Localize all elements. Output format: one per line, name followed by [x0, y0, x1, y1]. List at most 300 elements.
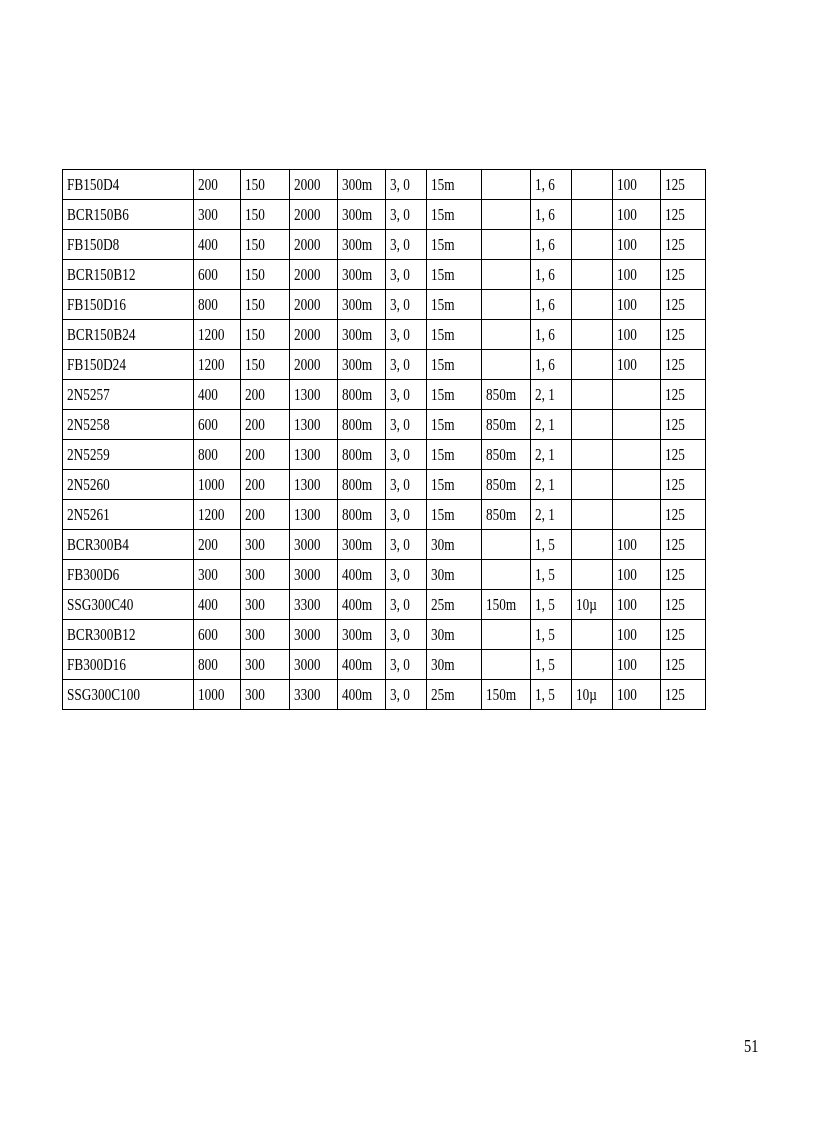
table-cell [386, 290, 427, 320]
table-cell [63, 620, 194, 650]
table-cell-text: 200 [245, 385, 265, 404]
table-cell [386, 560, 427, 590]
table-cell [482, 320, 531, 350]
table-cell [386, 320, 427, 350]
table-cell-text: 850m [486, 445, 517, 464]
table-cell-text: 3, 0 [390, 265, 410, 284]
table-cell [661, 350, 706, 380]
table-cell [290, 320, 338, 350]
table-cell [427, 380, 482, 410]
table-cell [386, 620, 427, 650]
table-cell-text: 1, 6 [535, 265, 555, 284]
table-cell-text: 300m [342, 265, 373, 284]
table-cell [338, 350, 386, 380]
table-cell-text: BCR150B24 [67, 325, 136, 344]
table-cell [531, 230, 572, 260]
table-cell [531, 590, 572, 620]
table-cell [290, 680, 338, 710]
table-cell [427, 230, 482, 260]
table-cell [63, 380, 194, 410]
table-cell-text: 100 [617, 175, 637, 194]
table-cell [427, 290, 482, 320]
table-cell [482, 230, 531, 260]
table-cell-text: 400m [342, 565, 373, 584]
table-cell [338, 530, 386, 560]
table-cell [661, 380, 706, 410]
table-row [63, 320, 706, 350]
table-cell [531, 350, 572, 380]
table-cell-text: 2, 1 [535, 385, 555, 404]
table-cell-text: 100 [617, 535, 637, 554]
table-cell-text: 200 [245, 505, 265, 524]
table-cell-text: 150 [245, 295, 265, 314]
table-cell-text: 30m [431, 625, 455, 644]
table-cell [482, 500, 531, 530]
table-cell [290, 200, 338, 230]
table-cell-text: 2, 1 [535, 505, 555, 524]
table-cell-text: 850m [486, 415, 517, 434]
table-cell-text: 3, 0 [390, 625, 410, 644]
table-cell-text: 200 [198, 535, 218, 554]
table-cell-text: 100 [617, 565, 637, 584]
table-cell [482, 590, 531, 620]
table-cell [613, 440, 661, 470]
table-cell-text: 2N5257 [67, 385, 110, 404]
table-cell-text: 3, 0 [390, 385, 410, 404]
table-cell-text: 1000 [198, 475, 225, 494]
table-cell-text: 150m [486, 685, 517, 704]
table-cell-text: 125 [665, 205, 685, 224]
table-cell [386, 350, 427, 380]
table-cell [241, 380, 290, 410]
table-cell [531, 620, 572, 650]
table-cell [386, 680, 427, 710]
table-cell-text: 15m [431, 385, 455, 404]
table-cell [572, 290, 613, 320]
table-cell-text: 1300 [294, 415, 321, 434]
table-cell-text: 2000 [294, 265, 321, 284]
table-cell-text: 100 [617, 205, 637, 224]
table-cell [241, 560, 290, 590]
table-cell [241, 410, 290, 440]
table-cell [613, 680, 661, 710]
table-cell-text: 100 [617, 295, 637, 314]
table-cell [531, 380, 572, 410]
table-cell [386, 260, 427, 290]
table-cell [241, 170, 290, 200]
table-cell [572, 500, 613, 530]
table-cell-text: 3, 0 [390, 355, 410, 374]
table-cell [194, 320, 241, 350]
table-cell-text: 3, 0 [390, 535, 410, 554]
table-cell [386, 440, 427, 470]
table-cell [531, 410, 572, 440]
table-cell [613, 290, 661, 320]
table-cell [661, 170, 706, 200]
table-cell-text: 1300 [294, 505, 321, 524]
table-cell-text: 100 [617, 265, 637, 284]
table-row [63, 530, 706, 560]
table-cell-text: 2N5258 [67, 415, 110, 434]
table-cell [613, 350, 661, 380]
table-cell-text: 125 [665, 565, 685, 584]
table-cell [661, 530, 706, 560]
table-cell [338, 230, 386, 260]
table-cell [482, 650, 531, 680]
table-cell-text: 300m [342, 355, 373, 374]
table-cell-text: 3, 0 [390, 445, 410, 464]
table-cell [386, 200, 427, 230]
table-cell-text: 300 [245, 625, 265, 644]
table-cell-text: 1, 6 [535, 355, 555, 374]
table-cell [63, 200, 194, 230]
table-cell [290, 530, 338, 560]
table-cell-text: 3, 0 [390, 595, 410, 614]
table-cell [613, 620, 661, 650]
table-cell-text: 1, 5 [535, 655, 555, 674]
table-cell [531, 170, 572, 200]
table-cell-text: 125 [665, 385, 685, 404]
table-cell [290, 170, 338, 200]
table-cell [613, 590, 661, 620]
table-cell-text: 800m [342, 415, 373, 434]
table-cell [194, 260, 241, 290]
table-cell [338, 380, 386, 410]
table-cell-text: 1000 [198, 685, 225, 704]
table-cell [482, 530, 531, 560]
table-cell-text: 15m [431, 505, 455, 524]
table-cell [613, 230, 661, 260]
table-cell-text: 125 [665, 265, 685, 284]
table-cell [194, 530, 241, 560]
table-cell-text: 3000 [294, 655, 321, 674]
table-cell [661, 560, 706, 590]
table-cell-text: 850m [486, 475, 517, 494]
table-cell-text: 850m [486, 385, 517, 404]
table-cell-text: 100 [617, 655, 637, 674]
table-cell-text: 15m [431, 415, 455, 434]
table-cell [613, 560, 661, 590]
table-cell [386, 500, 427, 530]
table-cell-text: 2, 1 [535, 415, 555, 434]
table-cell [613, 650, 661, 680]
table-cell [531, 290, 572, 320]
table-cell-text: 10µ [576, 595, 597, 614]
table-cell [386, 470, 427, 500]
table-cell-text: 100 [617, 625, 637, 644]
table-cell-text: 125 [665, 685, 685, 704]
table-cell [572, 650, 613, 680]
table-cell-text: 2, 1 [535, 445, 555, 464]
table-cell [386, 410, 427, 440]
table-cell-text: 800m [342, 385, 373, 404]
table-cell-text: 15m [431, 235, 455, 254]
table-cell [572, 680, 613, 710]
table-cell [427, 680, 482, 710]
table-cell-text: FB300D16 [67, 655, 126, 674]
table-cell [531, 320, 572, 350]
table-cell-text: 150m [486, 595, 517, 614]
table-cell [63, 290, 194, 320]
table-cell-text: 200 [245, 415, 265, 434]
table-cell-text: 15m [431, 445, 455, 464]
table-cell [482, 620, 531, 650]
table-cell [661, 410, 706, 440]
table-cell [572, 590, 613, 620]
table-cell [63, 440, 194, 470]
table-cell-text: 800m [342, 475, 373, 494]
table-cell-text: 3, 0 [390, 415, 410, 434]
table-cell [427, 170, 482, 200]
table-cell [241, 350, 290, 380]
table-cell [194, 350, 241, 380]
table-cell [194, 230, 241, 260]
table-cell [290, 590, 338, 620]
table-cell [661, 470, 706, 500]
table-cell [63, 650, 194, 680]
table-cell [613, 260, 661, 290]
table-cell-text: 125 [665, 595, 685, 614]
table-cell-text: 3, 0 [390, 655, 410, 674]
table-cell [290, 290, 338, 320]
table-cell [482, 680, 531, 710]
table-cell [427, 260, 482, 290]
table-cell-text: 125 [665, 415, 685, 434]
table-cell-text: 600 [198, 265, 218, 284]
table-cell [338, 650, 386, 680]
table-cell-text: 2N5261 [67, 505, 110, 524]
table-cell [427, 620, 482, 650]
table-cell [290, 500, 338, 530]
table-cell-text: 300m [342, 235, 373, 254]
table-row [63, 680, 706, 710]
table-cell [482, 170, 531, 200]
table-cell-text: 400m [342, 595, 373, 614]
table-cell [572, 620, 613, 650]
table-cell-text: 3000 [294, 625, 321, 644]
table-row [63, 170, 706, 200]
table-cell-text: 3, 0 [390, 685, 410, 704]
table-cell-text: 300m [342, 625, 373, 644]
table-cell [241, 530, 290, 560]
table-cell [194, 500, 241, 530]
table-cell-text: 25m [431, 685, 455, 704]
table-cell-text: 150 [245, 325, 265, 344]
table-cell [482, 470, 531, 500]
table-cell-text: 850m [486, 505, 517, 524]
table-cell-text: 15m [431, 265, 455, 284]
table-cell-text: 3, 0 [390, 175, 410, 194]
table-cell-text: 100 [617, 355, 637, 374]
table-cell-text: 1, 6 [535, 235, 555, 254]
table-cell-text: 1, 6 [535, 325, 555, 344]
table-cell [290, 350, 338, 380]
table-cell-text: 125 [665, 325, 685, 344]
spec-table [62, 169, 706, 710]
table-cell [338, 260, 386, 290]
table-cell [427, 410, 482, 440]
table-cell-text: SSG300C40 [67, 595, 134, 614]
table-cell [427, 350, 482, 380]
table-cell [63, 350, 194, 380]
table-cell-text: 100 [617, 325, 637, 344]
table-cell-text: 400m [342, 685, 373, 704]
table-row [63, 620, 706, 650]
table-cell [613, 530, 661, 560]
table-cell-text: 15m [431, 475, 455, 494]
table-cell [63, 470, 194, 500]
table-cell [482, 290, 531, 320]
table-cell [241, 680, 290, 710]
table-cell [194, 620, 241, 650]
table-cell [241, 230, 290, 260]
table-cell [241, 470, 290, 500]
table-cell [427, 320, 482, 350]
table-cell-text: BCR150B6 [67, 205, 129, 224]
table-cell [290, 440, 338, 470]
table-cell-text: FB150D4 [67, 175, 120, 194]
table-cell [194, 200, 241, 230]
table-cell [427, 200, 482, 230]
table-cell [572, 530, 613, 560]
table-cell-text: 1, 6 [535, 295, 555, 314]
table-cell [482, 260, 531, 290]
table-cell-text: 125 [665, 295, 685, 314]
table-cell [661, 230, 706, 260]
table-cell-text: 125 [665, 655, 685, 674]
table-body [63, 170, 706, 710]
table-cell-text: 30m [431, 655, 455, 674]
table-cell [427, 560, 482, 590]
table-cell-text: 1, 5 [535, 625, 555, 644]
table-cell-text: 300 [245, 685, 265, 704]
table-cell [661, 680, 706, 710]
table-cell [241, 650, 290, 680]
table-cell-text: 2N5260 [67, 475, 110, 494]
table-cell [386, 170, 427, 200]
table-cell-text: 400m [342, 655, 373, 674]
table-cell-text: 300m [342, 295, 373, 314]
table-cell [63, 590, 194, 620]
table-cell [63, 260, 194, 290]
table-cell [338, 470, 386, 500]
table-cell [338, 560, 386, 590]
table-cell-text: 150 [245, 205, 265, 224]
table-cell-text: 2N5259 [67, 445, 110, 464]
table-cell [63, 230, 194, 260]
table-cell-text: 300m [342, 535, 373, 554]
table-cell-text: 300 [245, 595, 265, 614]
table-cell-text: 300m [342, 175, 373, 194]
table-cell-text: 3, 0 [390, 475, 410, 494]
table-cell [194, 650, 241, 680]
table-row [63, 500, 706, 530]
table-cell [386, 530, 427, 560]
table-cell-text: 15m [431, 175, 455, 194]
table-row [63, 260, 706, 290]
table-cell-text: 100 [617, 595, 637, 614]
table-cell-text: 800m [342, 445, 373, 464]
table-cell-text: 3, 0 [390, 235, 410, 254]
table-cell [482, 350, 531, 380]
table-cell [482, 560, 531, 590]
table-cell-text: 3300 [294, 685, 321, 704]
table-cell-text: 1, 6 [535, 175, 555, 194]
table-cell [290, 560, 338, 590]
table-cell [661, 290, 706, 320]
table-row [63, 230, 706, 260]
table-cell-text: BCR150B12 [67, 265, 136, 284]
table-cell-text: 1300 [294, 475, 321, 494]
table-cell-text: 3, 0 [390, 505, 410, 524]
table-cell-text: FB150D16 [67, 295, 126, 314]
table-cell [572, 440, 613, 470]
table-cell [482, 440, 531, 470]
table-cell-text: 300 [198, 205, 218, 224]
table-cell [194, 380, 241, 410]
table-cell-text: 3000 [294, 535, 321, 554]
table-cell-text: 1200 [198, 355, 225, 374]
table-cell-text: 100 [617, 685, 637, 704]
table-cell [63, 410, 194, 440]
table-cell-text: 1300 [294, 385, 321, 404]
table-row [63, 410, 706, 440]
table-cell-text: 3, 0 [390, 565, 410, 584]
table-cell [531, 470, 572, 500]
table-cell-text: 15m [431, 325, 455, 344]
table-cell [531, 440, 572, 470]
table-cell [613, 200, 661, 230]
table-cell [572, 350, 613, 380]
table-cell [531, 260, 572, 290]
table-cell-text: 100 [617, 235, 637, 254]
table-cell-text: 30m [431, 565, 455, 584]
table-cell [613, 500, 661, 530]
table-cell [661, 500, 706, 530]
table-cell [661, 260, 706, 290]
table-cell-text: 2000 [294, 205, 321, 224]
table-cell-text: 300 [245, 655, 265, 674]
table-cell [290, 260, 338, 290]
table-cell [290, 470, 338, 500]
table-cell [531, 560, 572, 590]
table-cell-text: 3300 [294, 595, 321, 614]
table-cell-text: 3, 0 [390, 295, 410, 314]
table-cell [572, 260, 613, 290]
table-cell [531, 530, 572, 560]
table-row [63, 590, 706, 620]
table-cell-text: 3, 0 [390, 325, 410, 344]
table-cell-text: 300 [245, 565, 265, 584]
table-cell [482, 410, 531, 440]
table-cell [531, 200, 572, 230]
table-cell-text: 15m [431, 295, 455, 314]
table-cell [338, 320, 386, 350]
table-cell-text: 150 [245, 355, 265, 374]
table-cell-text: FB150D24 [67, 355, 126, 374]
table-cell [194, 680, 241, 710]
table-cell [63, 680, 194, 710]
table-row [63, 380, 706, 410]
table-cell-text: 600 [198, 415, 218, 434]
table-cell-text: 1, 5 [535, 535, 555, 554]
page-number-text: 51 [744, 1036, 759, 1056]
table-row [63, 470, 706, 500]
table-cell-text: 1, 5 [535, 565, 555, 584]
table-cell-text: 300 [245, 535, 265, 554]
table-cell [241, 260, 290, 290]
table-cell [531, 650, 572, 680]
